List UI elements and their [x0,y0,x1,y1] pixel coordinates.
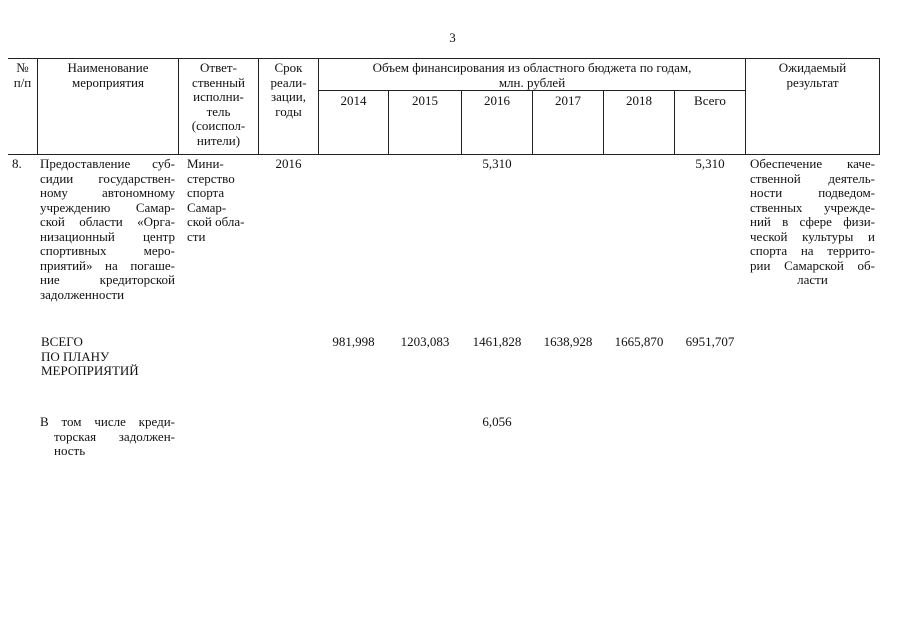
row8-total: 5,310 [695,156,725,171]
header-term: Срок реали- зации, годы [270,60,307,119]
total-2015: 1203,083 [400,334,450,349]
row8-name: Предоставление суб- сидии государствен- ному автономному учреждению Самар- ской области «Орга- низационный центр спортивных меро- приятий» на погаше- ние кредиторской задолженности [40,156,175,302]
row8-value-2016: 5,310 [482,156,512,171]
row8-num: 8. [12,156,22,171]
header-year-2018: 2018 [626,93,652,108]
debt-2016: 6,056 [482,414,512,429]
row8-responsible: Мини- стерство спорта Самар- ской обла- сти [187,156,245,244]
header-year-2016: 2016 [484,93,510,108]
row8-term: 2016 [275,156,302,171]
header-year-2015: 2015 [412,93,438,108]
header-result: Ожидаемый результат [778,60,847,90]
total-2014: 981,998 [332,334,375,349]
page-number: 3 [449,30,456,45]
header-year-2017: 2017 [555,93,581,108]
total-all: 6951,707 [685,334,735,349]
debt-label: В том числе креди- торская задолжен- ность [40,414,175,458]
total-2018: 1665,870 [614,334,664,349]
header-total: Всего [694,93,726,108]
header-num: № п/п [13,60,32,90]
total-2017: 1638,928 [543,334,593,349]
header-name: Наименование мероприятия [67,60,149,90]
row8-result: Обеспечение каче- ственной деятель- ности подведом- ственных учрежде- ний в сфере физи- ческой культуры и спорта на террито- рии Самарской об- ласти [750,156,875,287]
total-label: ВСЕГО ПО ПЛАНУ МЕРОПРИЯТИЙ [41,334,139,378]
header-responsible: Ответ- ственный исполни- тель (соиспол- нители) [191,60,246,148]
total-2016: 1461,828 [472,334,522,349]
header-year-2014: 2014 [340,93,367,108]
header-funding: Объем финансирования из областного бюджета по годам, млн. рублей [372,60,692,90]
